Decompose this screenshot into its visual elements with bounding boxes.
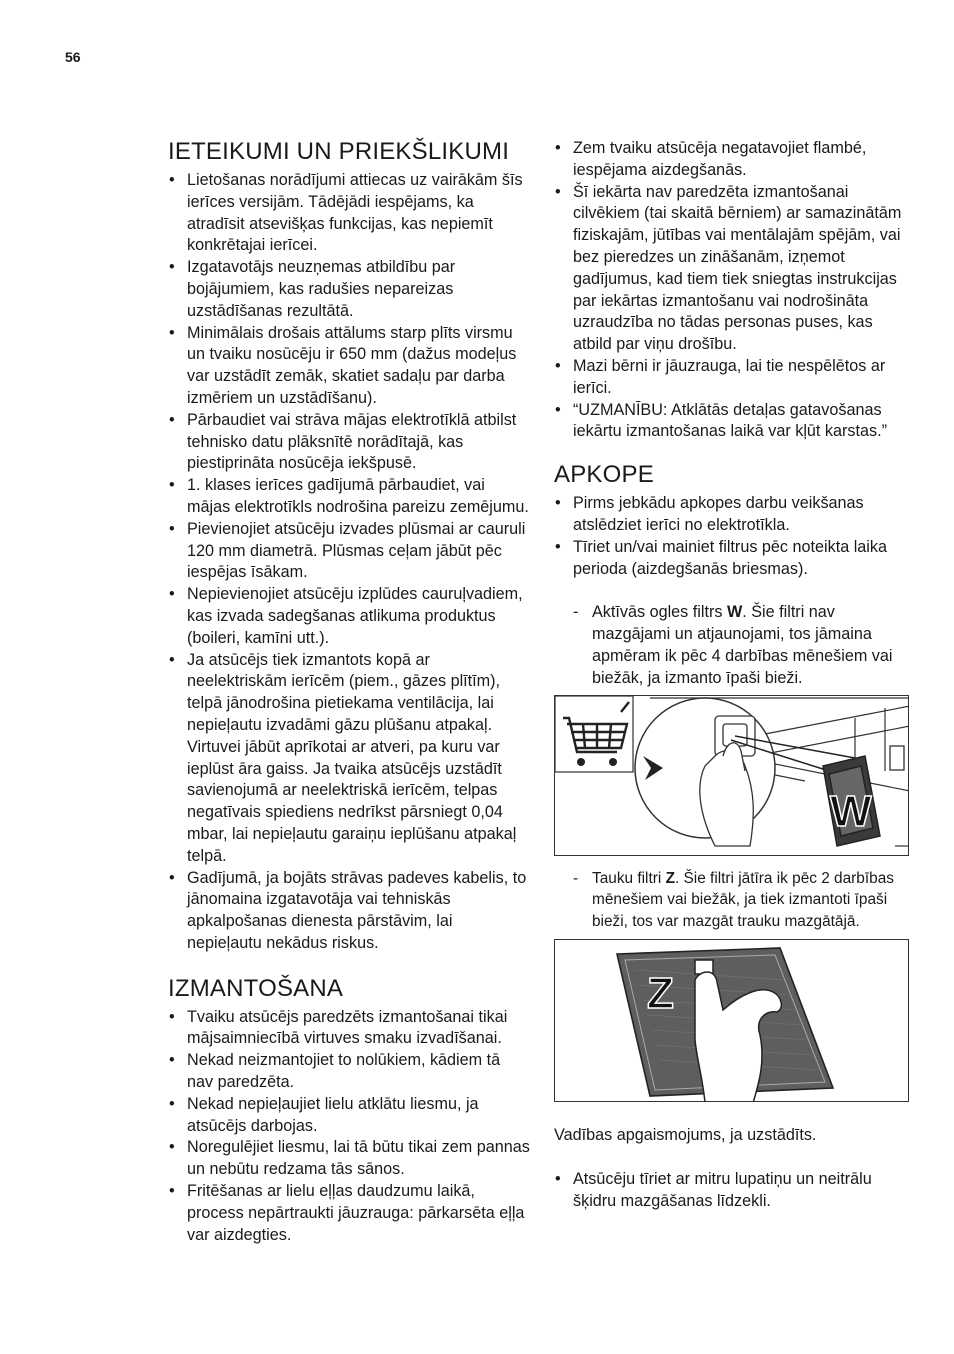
cart-icon: [555, 696, 633, 772]
list-item: • 1. klases ierīces gadījumā pārbaudiet, vai mājas elektrotīkls nodrošina pareizu zemējumu.: [168, 475, 530, 519]
right-column: [554, 138, 914, 1212]
dash-marker: -: [573, 603, 579, 622]
lighting-note: Vadības apgaismojums, ja uzstādīts.: [554, 1125, 817, 1144]
grease-filter-note: [554, 868, 914, 933]
list-item: • Pievienojiet atsūcēju izvades plūsmai ar cauruli 120 mm diametrā. Plūsmas ceļam jābūt pēc iespējas īsākam.: [168, 519, 530, 584]
list-item: • Nepievienojiet atsūcēju izplūdes cauruļvadiem, kas izvada sadegšanas atlikuma produktus (boileri, kamīni utt.).: [168, 584, 530, 649]
list-item: • Noregulējiet liesmu, lai tā būtu tikai zem pannas un nebūtu redzama tās sānos.: [168, 1137, 530, 1181]
grease-filter-text: Tauku filtri: [592, 869, 666, 887]
carbon-filter-note: [554, 602, 914, 689]
usage-heading: IZMANTOŠANA: [168, 974, 344, 1002]
list-item: • Ja atsūcējs tiek izmantots kopā ar neelektriskām ierīcēm (piem., gāzes plītīm), telpā jānodrošina pietiekama ventilācija, lai nepieļautu izvadāmi gāzu plūšanu atpakaļ. Virtuvei jābūt aprīkotai ar atveri, pa kuru var ieplūst āra gaiss. Ja tvaika atsūcējs uzstādīt savienojumā ar neelektriskā ierīcēm, telpas negatīvais spiediens nedrīkst pārsniegt 0,04 mbar, lai nepieļautu garaiņu ieplūšanu atpakaļ telpā.: [168, 650, 530, 868]
left-column: [168, 138, 530, 1246]
carbon-filter-figure: [554, 695, 909, 856]
list-item: • Gadījumā, ja bojāts strāvas padeves kabelis, to jānomaina izgatavotāja vai tehniskās apkalpošanas dienesta pārstāvim, lai nepieļautu nekādus riskus.: [168, 868, 530, 955]
carbon-filter-illustration: [555, 696, 909, 856]
list-item: • Nekad neizmantojiet to nolūkiem, kādiem tā nav paredzēta.: [168, 1050, 530, 1094]
list-item: • Pārbaudiet vai strāva mājas elektrotīklā atbilst tehnisko datu plāksnītē norādītajā, kas piestiprināta nosūcēja iekšpusē.: [168, 410, 530, 475]
filter-z-label: Z: [647, 968, 674, 1018]
maintenance-heading: APKOPE: [554, 461, 654, 489]
cleaning-list: [554, 1169, 914, 1213]
list-item: • Pirms jebkādu apkopes darbu veikšanas atslēdziet ierīci no elektrotīkla.: [554, 493, 914, 537]
list-item: • Izgatavotājs neuzņemas atbildību par bojājumiem, kas radušies nepareizas uzstādīšanas rezultātā.: [168, 257, 530, 322]
carbon-filter-text-rest: . Šie filtri nav mazgājami un atjaunojami, tos jāmaina apmēram ik pēc 4 darbības mēnešiem vai biežāk, ja izmanto īpaši bieži.: [592, 603, 893, 687]
grease-filter-text-rest: . Šie filtri jātīra ik pēc 2 darbības mēnešiem vai biežāk, ja tiek izmantoti īpaši bieži, tos var mazgāt trauku mazgātājā.: [592, 869, 894, 931]
usage-list: [168, 1007, 530, 1247]
grease-filter-letter: Z: [665, 869, 675, 887]
list-item: • Minimālais drošais attālums starp plīts virsmu un tvaiku nosūcēju ir 650 mm (dažus modeļus var uzstādīt zemāk, skatiet sadaļu par darba izmēriem un uzstādīšanu).: [168, 323, 530, 410]
list-item: • Tvaiku atsūcējs paredzēts izmantošanai tikai mājsaimniecībā virtuves smaku izvadīšanai.: [168, 1007, 530, 1051]
usage-list-continued: [554, 138, 914, 443]
grease-filter-figure: [554, 939, 909, 1102]
grease-filter-illustration: [555, 940, 909, 1102]
list-item: • Tīriet un/vai mainiet filtrus pēc noteikta laika perioda (aizdegšanās briesmas).: [554, 537, 914, 581]
list-item: • Šī iekārta nav paredzēta izmantošanai cilvēkiem (tai skaitā bērniem) ar samazinātām fiziskajām, jūtības vai mentālajām spējām, vai bez pieredzes un zināšanām, izņemot gadījumus, kad tiem tiek sniegtas instrukcijas par iekārtas izmantošanu vai nodrošināta uzraudzība no tādas personas puses, kas atbild par viņu drošību.: [554, 182, 914, 356]
recommendations-list: [168, 170, 530, 955]
list-item: • Mazi bērni ir jāuzrauga, lai tie nespēlētos ar ierīci.: [554, 356, 914, 400]
filter-w-label: W: [830, 786, 872, 836]
list-item: • Zem tvaiku atsūcēja negatavojiet flambé, iespējama aizdegšanās.: [554, 138, 914, 182]
list-item: • Atsūcēju tīriet ar mitru lupatiņu un neitrālu šķidru mazgāšanas līdzekli.: [554, 1169, 914, 1213]
list-item: • “UZMANĪBU: Atklātās detaļas gatavošanas iekārtu izmantošanas laikā var kļūt karstas.”: [554, 400, 914, 444]
maintenance-list: [554, 493, 914, 580]
dash-marker: -: [573, 869, 579, 887]
list-item: • Fritēšanas ar lielu eļļas daudzumu laikā, process nepārtraukti jāuzrauga: pārkarsēta eļļa var aizdegties.: [168, 1181, 530, 1246]
list-item: • Nekad nepieļaujiet lielu atklātu liesmu, ja atsūcējs darbojas.: [168, 1094, 530, 1138]
page-number: 56: [65, 49, 81, 65]
recommendations-heading: IETEIKUMI UN PRIEKŠLIKUMI: [168, 138, 510, 165]
carbon-filter-text: Aktīvās ogles filtrs: [592, 603, 727, 622]
list-item: • Lietošanas norādījumi attiecas uz vairākām šīs ierīces versijām. Tādējādi iespējams, ka atradīsit atsevišķas funkcijas, kas nepiemīt konkrētajai ierīcei.: [168, 170, 530, 257]
carbon-filter-letter: W: [726, 603, 743, 622]
